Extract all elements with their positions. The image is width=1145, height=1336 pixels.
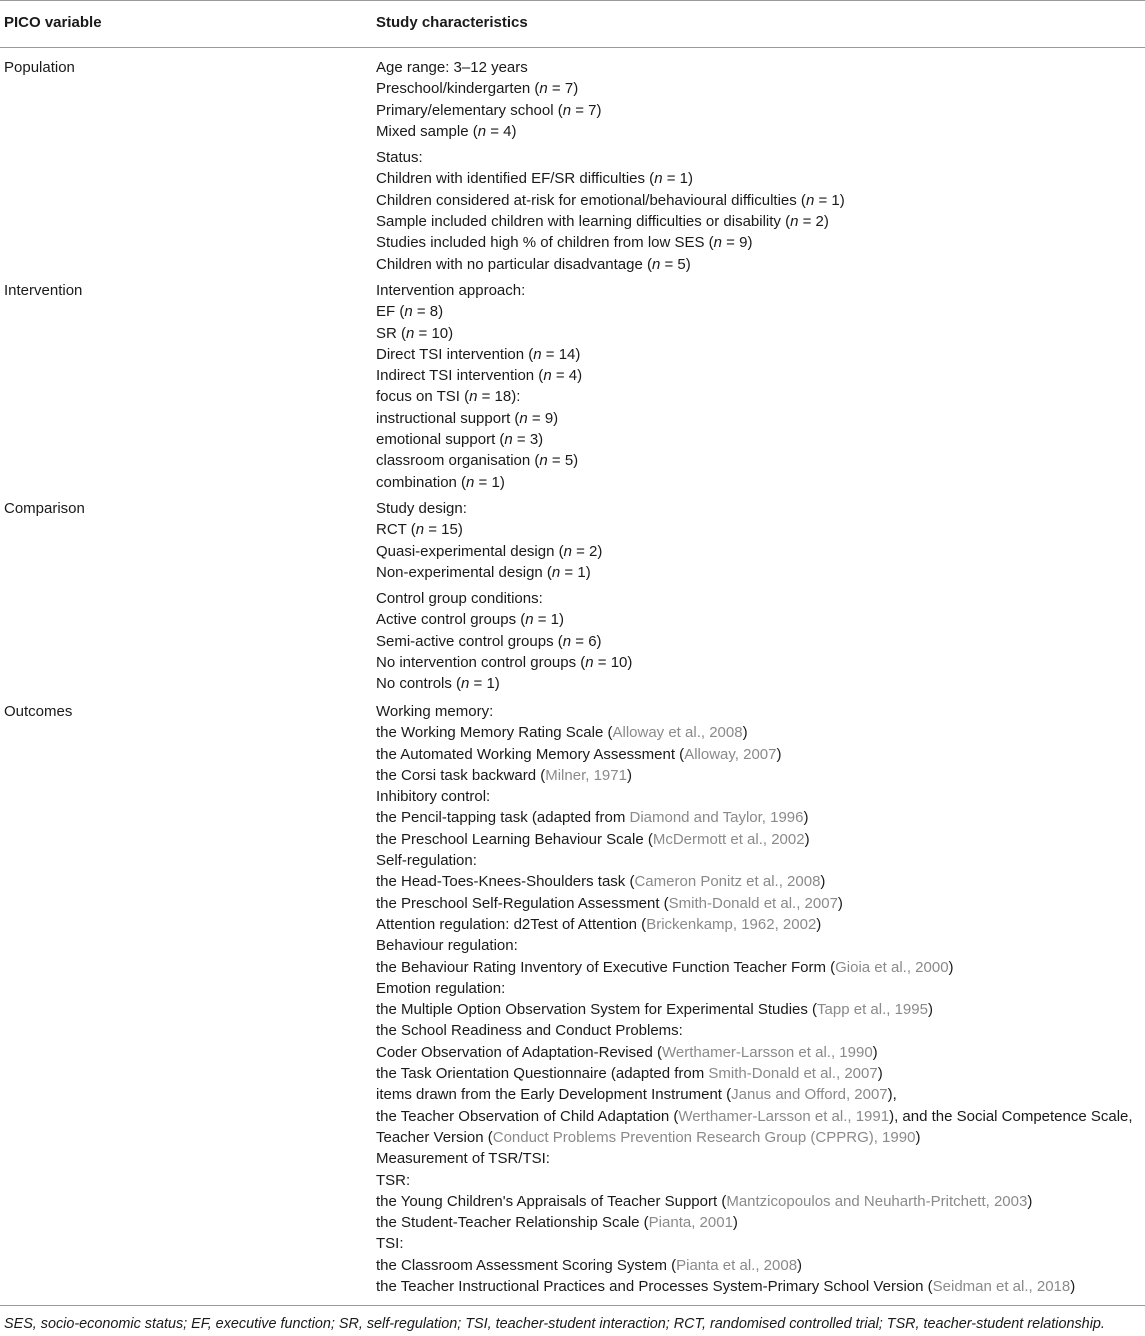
characteristic-line	[376, 588, 1144, 609]
citation-link[interactable]: Pianta, 2001	[648, 1214, 733, 1232]
text-segment: )	[915, 1128, 921, 1146]
pico-variable-outcomes: Outcomes	[4, 703, 73, 720]
citation-link[interactable]: Cameron Ponitz et al., 2008	[634, 873, 821, 891]
text-segment: Coder Observation of Adaptation-Revised (	[376, 1043, 662, 1061]
citation-link[interactable]: Conduct Problems Prevention Research Group (CPPRG), 1990	[492, 1128, 916, 1146]
characteristic-line	[376, 408, 1144, 429]
text-segment: )	[732, 1214, 738, 1232]
text-segment: Studies included high % of children from low SES (	[376, 234, 714, 252]
study-characteristics-outcomes	[376, 701, 1144, 1297]
text-segment: )	[816, 915, 822, 933]
characteristic-line	[376, 1191, 1144, 1212]
text-segment: Emotion regulation:	[376, 979, 506, 997]
text-segment: Self-regulation:	[376, 852, 477, 870]
text-segment: )	[626, 766, 632, 784]
text-segment: the Young Children's Appraisals of Teacher Support (	[376, 1192, 727, 1210]
italic-n: n	[415, 521, 425, 539]
italic-n: n	[654, 170, 663, 188]
text-segment: = 4)	[551, 367, 583, 385]
citation-link[interactable]: Alloway, 2007	[684, 745, 777, 763]
study-characteristics-comparison	[376, 498, 1144, 695]
italic-n: n	[525, 611, 534, 629]
text-segment: = 5)	[660, 255, 691, 273]
italic-n: n	[404, 303, 413, 321]
pico-variable-comparison: Comparison	[4, 500, 85, 517]
text-segment: the Task Orientation Questionnaire (adapted from	[376, 1065, 709, 1083]
characteristic-line	[376, 386, 1144, 407]
italic-n: n	[539, 80, 548, 98]
text-segment: )	[877, 1065, 883, 1083]
characteristic-line	[376, 1170, 1144, 1191]
text-segment: Non-experimental design (	[376, 563, 552, 581]
characteristic-line	[376, 78, 1144, 99]
text-segment: combination (	[376, 473, 467, 491]
characteristic-line	[376, 652, 1144, 673]
citation-link[interactable]: McDermott et al., 2002	[652, 830, 805, 848]
characteristic-line	[376, 1020, 1144, 1041]
text-segment: )	[837, 894, 843, 912]
citation-link[interactable]: Smith-Donald et al., 2007	[708, 1065, 878, 1083]
characteristic-line	[376, 1084, 1144, 1105]
text-segment: = 6)	[571, 632, 602, 650]
text-segment: the Behaviour Rating Inventory of Executive Function Teacher Form (	[376, 958, 836, 976]
characteristic-line	[376, 1127, 1144, 1148]
text-segment: )	[948, 958, 954, 976]
text-segment: = 1)	[814, 191, 845, 209]
characteristic-line	[376, 190, 1144, 211]
characteristic-line	[376, 211, 1144, 232]
pico-variable-intervention: Intervention	[4, 282, 83, 299]
characteristic-line	[376, 893, 1144, 914]
characteristic-line	[376, 701, 1144, 722]
italic-n: n	[551, 563, 561, 581]
characteristic-line	[376, 935, 1144, 956]
characteristic-line	[376, 957, 1144, 978]
text-segment: Active control groups (	[376, 611, 526, 629]
text-segment: Sample included children with learning difficulties or disability (	[376, 213, 791, 231]
italic-n: n	[805, 191, 815, 209]
text-segment: = 14)	[541, 345, 581, 363]
text-segment: the Preschool Self-Regulation Assessment (	[376, 894, 669, 912]
citation-link[interactable]: Pianta et al., 2008	[676, 1256, 798, 1274]
text-segment: Study design:	[376, 500, 467, 517]
characteristic-line	[376, 871, 1144, 892]
citation-link[interactable]: Werthamer-Larsson et al., 1990	[662, 1043, 873, 1061]
characteristic-line	[376, 365, 1144, 386]
text-segment: Children with no particular disadvantage (	[376, 255, 652, 273]
text-segment: Behaviour regulation:	[376, 937, 518, 955]
table-bottom-rule	[0, 1305, 1145, 1306]
text-segment: = 10)	[593, 654, 633, 672]
study-characteristics-intervention	[376, 280, 1144, 493]
text-segment: ),	[887, 1086, 897, 1104]
characteristic-line	[376, 722, 1144, 743]
characteristic-line	[376, 100, 1144, 121]
text-segment: Children considered at-risk for emotional/behavioural difficulties (	[376, 191, 806, 209]
characteristic-line	[376, 1148, 1144, 1169]
citation-link[interactable]: Mantzicopoulos and Neuharth-Pritchett, 2003	[726, 1192, 1028, 1210]
characteristic-line	[376, 744, 1144, 765]
italic-n: n	[713, 234, 723, 252]
text-segment: )	[1027, 1192, 1033, 1210]
citation-link[interactable]: Milner, 1971	[545, 766, 627, 784]
text-segment: No intervention control groups (	[376, 654, 586, 672]
characteristic-line	[376, 562, 1144, 583]
italic-n: n	[519, 409, 528, 427]
characteristic-line	[376, 232, 1144, 253]
characteristic-line	[376, 519, 1144, 540]
text-segment: the School Readiness and Conduct Problems:	[376, 1022, 683, 1040]
text-segment: Preschool/kindergarten (	[376, 80, 540, 98]
citation-link[interactable]: Werthamer-Larsson et al., 1991	[678, 1107, 890, 1125]
text-segment: RCT (	[376, 521, 416, 539]
text-segment: = 2)	[798, 213, 829, 231]
characteristic-line	[376, 450, 1144, 471]
text-segment: = 10)	[414, 324, 454, 342]
characteristic-line	[376, 829, 1144, 850]
text-segment: items drawn from the Early Development Instrument (	[376, 1086, 732, 1104]
characteristic-line	[376, 344, 1144, 365]
text-segment: = 7)	[571, 101, 602, 119]
characteristic-line	[376, 609, 1144, 630]
header-study-characteristics: Study characteristics	[376, 14, 528, 31]
table-top-rule	[0, 0, 1145, 1]
text-segment: = 5)	[547, 452, 579, 470]
characteristic-line	[376, 914, 1144, 935]
text-segment: Working memory:	[376, 703, 494, 720]
text-segment: Primary/elementary school (	[376, 101, 563, 119]
characteristic-line	[376, 999, 1144, 1020]
text-segment: = 1)	[560, 563, 591, 581]
citation-link[interactable]: Diamond and Taylor, 1996	[629, 809, 804, 827]
characteristic-line	[376, 673, 1144, 694]
text-segment: instructional support (	[376, 409, 520, 427]
text-segment: = 18):	[477, 388, 521, 406]
text-segment: )	[742, 724, 748, 742]
pico-variable-population: Population	[4, 59, 75, 76]
text-segment: focus on TSI (	[376, 388, 470, 406]
citation-link[interactable]: Seidman et al., 2018	[932, 1278, 1071, 1296]
characteristic-line	[376, 631, 1144, 652]
text-segment: = 1)	[474, 473, 505, 491]
italic-n: n	[466, 473, 475, 491]
italic-n: n	[563, 542, 572, 560]
text-segment: the Pencil-tapping task (adapted from	[376, 809, 630, 827]
italic-n: n	[585, 654, 594, 672]
text-segment: )	[776, 745, 782, 763]
characteristic-line	[376, 323, 1144, 344]
text-segment: )	[927, 1001, 933, 1019]
characteristic-line	[376, 147, 1144, 168]
text-segment: )	[803, 809, 809, 827]
study-characteristics-population	[376, 57, 1144, 275]
text-segment: the Head-Toes-Knees-Shoulders task (	[376, 873, 635, 891]
characteristic-line	[376, 280, 1144, 301]
text-segment: Measurement of TSR/TSI:	[376, 1150, 550, 1168]
text-segment: Teacher Version (	[376, 1128, 493, 1146]
citation-link[interactable]: Alloway et al., 2008	[612, 724, 743, 742]
characteristic-line	[376, 472, 1144, 493]
text-segment: the Classroom Assessment Scoring System (	[376, 1256, 677, 1274]
header-rule	[0, 47, 1145, 48]
text-segment: = 2)	[571, 542, 603, 560]
text-segment: = 1)	[469, 675, 500, 693]
text-segment: the Preschool Learning Behaviour Scale (	[376, 830, 653, 848]
characteristic-line	[376, 498, 1144, 519]
text-segment: Attention regulation: d2Test of Attention (	[376, 915, 647, 933]
citation-link[interactable]: Janus and Offord, 2007	[731, 1086, 888, 1104]
text-segment: )	[820, 873, 826, 891]
characteristic-line	[376, 1042, 1144, 1063]
text-segment: )	[797, 1256, 803, 1274]
text-segment: the Corsi task backward (	[376, 766, 546, 784]
citation-link[interactable]: Tapp et al., 1995	[817, 1001, 928, 1019]
text-segment: )	[804, 830, 810, 848]
text-segment: Quasi-experimental design (	[376, 542, 564, 560]
italic-n: n	[461, 675, 470, 693]
text-segment: = 1)	[662, 170, 693, 188]
text-segment: )	[872, 1043, 878, 1061]
italic-n: n	[406, 324, 415, 342]
citation-link[interactable]: Gioia et al., 2000	[835, 958, 949, 976]
characteristic-line	[376, 1255, 1144, 1276]
text-segment: the Teacher Instructional Practices and Processes System-Primary School Version (	[376, 1278, 933, 1296]
italic-n: n	[477, 122, 487, 140]
characteristic-line	[376, 850, 1144, 871]
text-segment: Age range: 3–12 years	[376, 59, 528, 76]
text-segment: the Student-Teacher Relationship Scale (	[376, 1214, 649, 1232]
citation-link[interactable]: Brickenkamp, 1962, 2002	[646, 915, 817, 933]
text-segment: EF (	[376, 303, 405, 321]
italic-n: n	[651, 255, 661, 273]
header-pico-variable: PICO variable	[4, 14, 102, 31]
characteristic-line	[376, 978, 1144, 999]
characteristic-line	[376, 168, 1144, 189]
characteristic-line	[376, 807, 1144, 828]
text-segment: = 9)	[722, 234, 753, 252]
text-segment: )	[1070, 1278, 1076, 1296]
text-segment: Status:	[376, 149, 423, 167]
text-segment: Intervention approach:	[376, 282, 526, 299]
table-footnote: SES, socio-economic status; EF, executive function; SR, self-regulation; TSI, teacher-student interaction; RCT, randomised controlled trial; TSR, teacher-student relationship.	[4, 1316, 1105, 1332]
text-segment: Semi-active control groups (	[376, 632, 563, 650]
text-segment: Inhibitory control:	[376, 788, 491, 806]
characteristic-line	[376, 1276, 1144, 1297]
italic-n: n	[533, 345, 542, 363]
characteristic-line	[376, 57, 1144, 78]
text-segment: classroom organisation (	[376, 452, 540, 470]
text-segment: = 4)	[486, 122, 517, 140]
italic-n: n	[504, 431, 513, 449]
text-segment: = 1)	[533, 611, 565, 629]
text-segment: the Teacher Observation of Child Adaptation (	[376, 1107, 679, 1125]
text-segment: TSR:	[376, 1171, 411, 1189]
italic-n: n	[539, 452, 548, 470]
characteristic-line	[376, 429, 1144, 450]
text-segment: the Multiple Option Observation System for Experimental Studies (	[376, 1001, 818, 1019]
characteristic-line	[376, 301, 1144, 322]
text-segment: = 7)	[547, 80, 579, 98]
characteristic-line	[376, 121, 1144, 142]
characteristic-line	[376, 1106, 1144, 1127]
text-segment: = 8)	[412, 303, 444, 321]
text-segment: the Automated Working Memory Assessment (	[376, 745, 685, 763]
text-segment: the Working Memory Rating Scale (	[376, 724, 613, 742]
characteristic-line	[376, 765, 1144, 786]
text-segment: TSI:	[376, 1235, 404, 1253]
italic-n: n	[469, 388, 478, 406]
text-segment: Mixed sample (	[376, 122, 478, 140]
italic-n: n	[790, 213, 799, 231]
text-segment: Children with identified EF/SR difficulties (	[376, 170, 655, 188]
characteristic-line	[376, 1233, 1144, 1254]
italic-n: n	[543, 367, 552, 385]
text-segment: SR (	[376, 324, 406, 342]
text-segment: No controls (	[376, 675, 462, 693]
characteristic-line	[376, 1212, 1144, 1233]
text-segment: Direct TSI intervention (	[376, 345, 534, 363]
characteristic-line	[376, 254, 1144, 275]
text-segment: = 3)	[512, 431, 544, 449]
characteristic-line	[376, 1063, 1144, 1084]
characteristic-line	[376, 786, 1144, 807]
text-segment: ), and the Social Competence Scale,	[889, 1107, 1133, 1125]
italic-n: n	[562, 632, 572, 650]
text-segment: Indirect TSI intervention (	[376, 367, 544, 385]
text-segment: emotional support (	[376, 431, 505, 449]
text-segment: Control group conditions:	[376, 590, 543, 608]
text-segment: = 9)	[527, 409, 559, 427]
italic-n: n	[562, 101, 572, 119]
characteristic-line	[376, 541, 1144, 562]
text-segment: = 15)	[424, 521, 463, 539]
citation-link[interactable]: Smith-Donald et al., 2007	[668, 894, 838, 912]
